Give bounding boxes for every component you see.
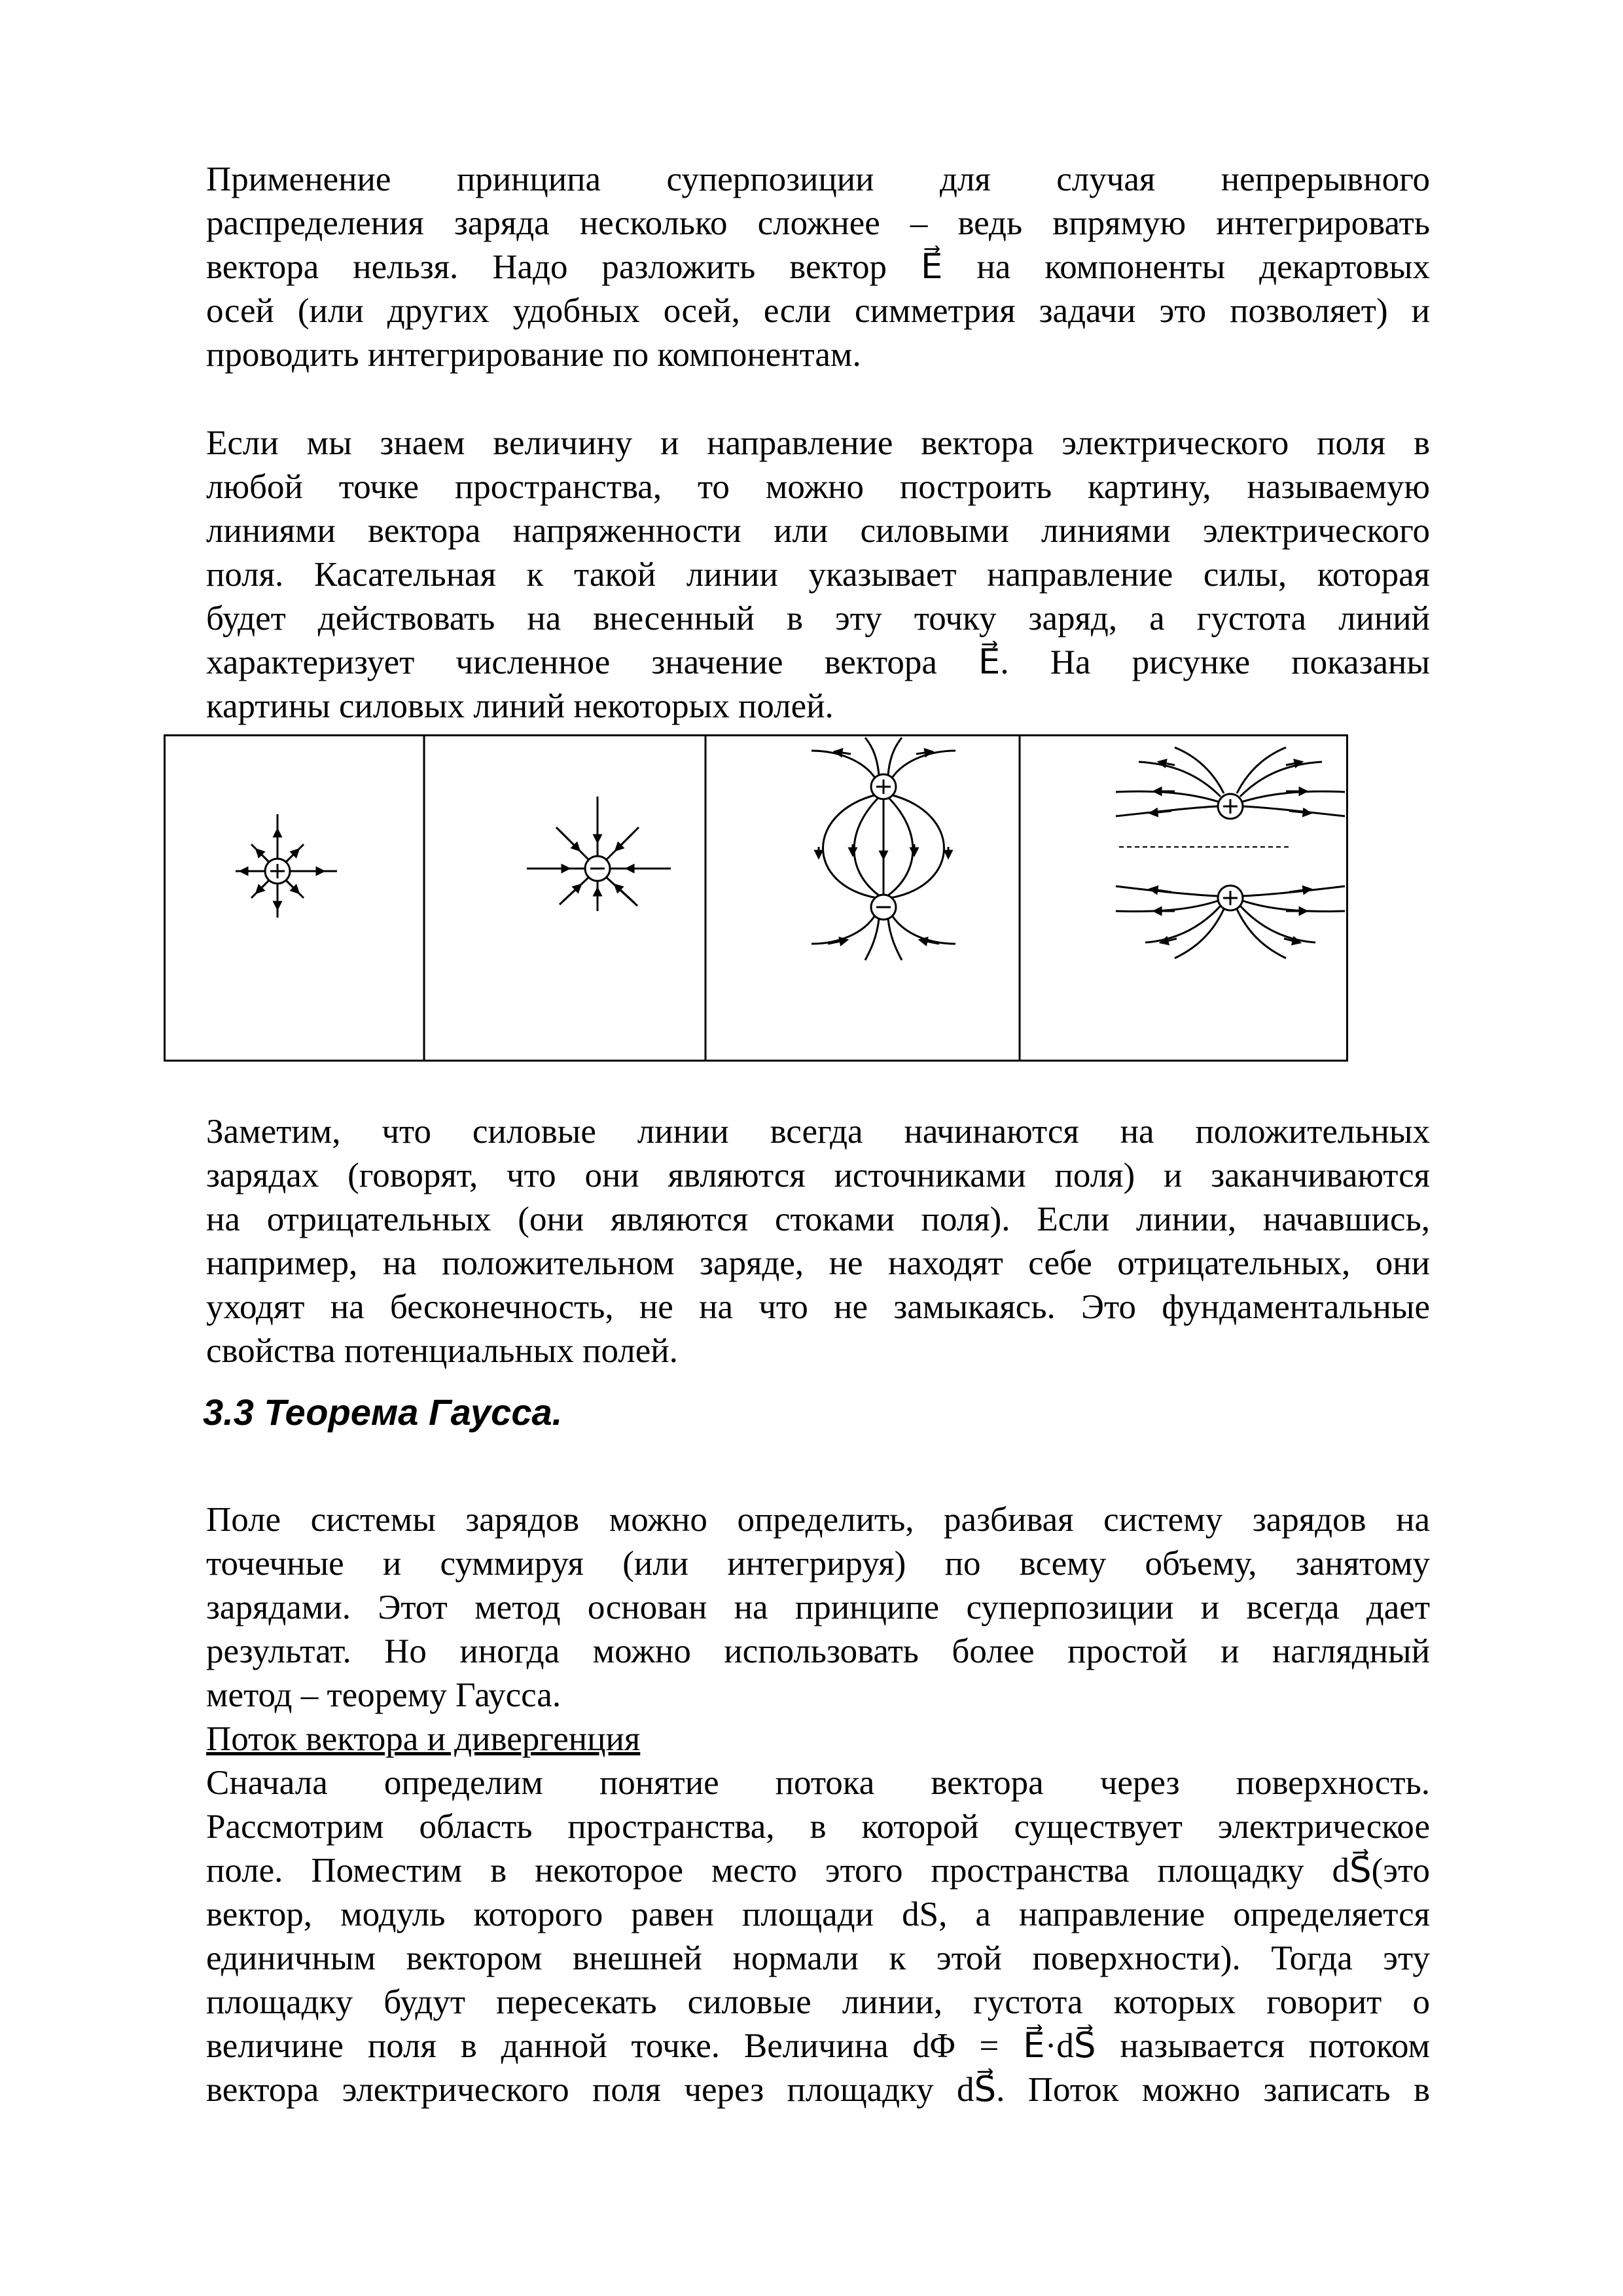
text-line: вектора электрического поля через площадку dS⃗. Поток можно записать в	[206, 2071, 1430, 2109]
text-line: свойства потенциальных полей.	[206, 1332, 678, 1370]
text-line: уходят на бесконечность, не на что не замыкаясь. Это фундаментальные	[206, 1288, 1430, 1326]
section-heading: 3.3 Теорема Гаусса.	[203, 1391, 563, 1433]
text-line: проводить интегрирование по компонентам.	[206, 336, 861, 374]
text-line: распределения заряда несколько сложнее – ведь впрямую интегрировать	[206, 204, 1430, 242]
text-line: будет действовать на внесенный в эту точку заряд, а густота линий	[206, 600, 1430, 637]
text-line: площадку будут пересекать силовые линии, густота которых говорит о	[206, 1983, 1430, 2021]
text-line: Применение принципа суперпозиции для случая непрерывного	[206, 160, 1430, 198]
text-line: линиями вектора напряженности или силовыми линиями электрического	[206, 512, 1430, 550]
figure-frame	[165, 736, 1347, 1061]
text-line: характеризует численное значение вектора E⃗. На рисунке показаны	[206, 643, 1430, 681]
text-line: величине поля в данной точке. Величина dΦ = E⃗·dS⃗ называется потоком	[206, 2027, 1430, 2065]
text-line: на отрицательных (они являются стоками поля). Если линии, начавшись,	[206, 1200, 1430, 1238]
text-line: Поле системы зарядов можно определить, разбивая систему зарядов на	[206, 1501, 1430, 1539]
text-line: любой точке пространства, то можно построить картину, называемую	[206, 468, 1430, 506]
text-line: Если мы знаем величину и направление вектора электрического поля в	[206, 424, 1430, 462]
field-lines-figure	[164, 734, 1348, 1062]
text-line: осей (или других удобных осей, если симметрия задачи это позволяет) и	[206, 292, 1430, 330]
text-line: картины силовых линий некоторых полей.	[206, 687, 834, 725]
negative-charge-panel	[527, 797, 671, 911]
text-line: метод – теорему Гаусса.	[206, 1676, 562, 1714]
text-line: зарядами. Этот метод основан на принципе суперпозиции и всегда дает	[206, 1588, 1430, 1626]
text-line: вектор, модуль которого равен площади dS, а направление определяется	[206, 1895, 1430, 1933]
positive-charge-panel	[236, 814, 337, 918]
text-line: единичным вектором внешней нормали к этой поверхности). Тогда эту	[206, 1939, 1430, 1977]
like-charges-panel	[1116, 747, 1345, 958]
text-line: поле. Поместим в некоторое место этого пространства площадку dS⃗(это	[206, 1852, 1430, 1890]
subsection-heading: Поток вектора и дивергенция	[206, 1720, 641, 1758]
text-line: результат. Но иногда можно использовать более простой и наглядный	[206, 1632, 1430, 1670]
text-line: Сначала определим понятие потока вектора через поверхность.	[206, 1764, 1430, 1802]
text-line: зарядах (говорят, что они являются источниками поля) и заканчиваются	[206, 1157, 1430, 1194]
dipole-panel	[812, 738, 955, 960]
text-line: Рассмотрим область пространства, в которой существует электрическое	[206, 1808, 1430, 1846]
text-line: вектора нельзя. Надо разложить вектор E⃗ на компоненты декартовых	[206, 248, 1430, 286]
text-line: поля. Касательная к такой линии указывает направление силы, которая	[206, 556, 1430, 594]
text-line: Заметим, что силовые линии всегда начинаются на положительных	[206, 1113, 1430, 1151]
text-line: точечные и суммируя (или интегрируя) по всему объему, занятому	[206, 1545, 1430, 1583]
text-line: например, на положительном заряде, не находят себе отрицательных, они	[206, 1244, 1430, 1282]
